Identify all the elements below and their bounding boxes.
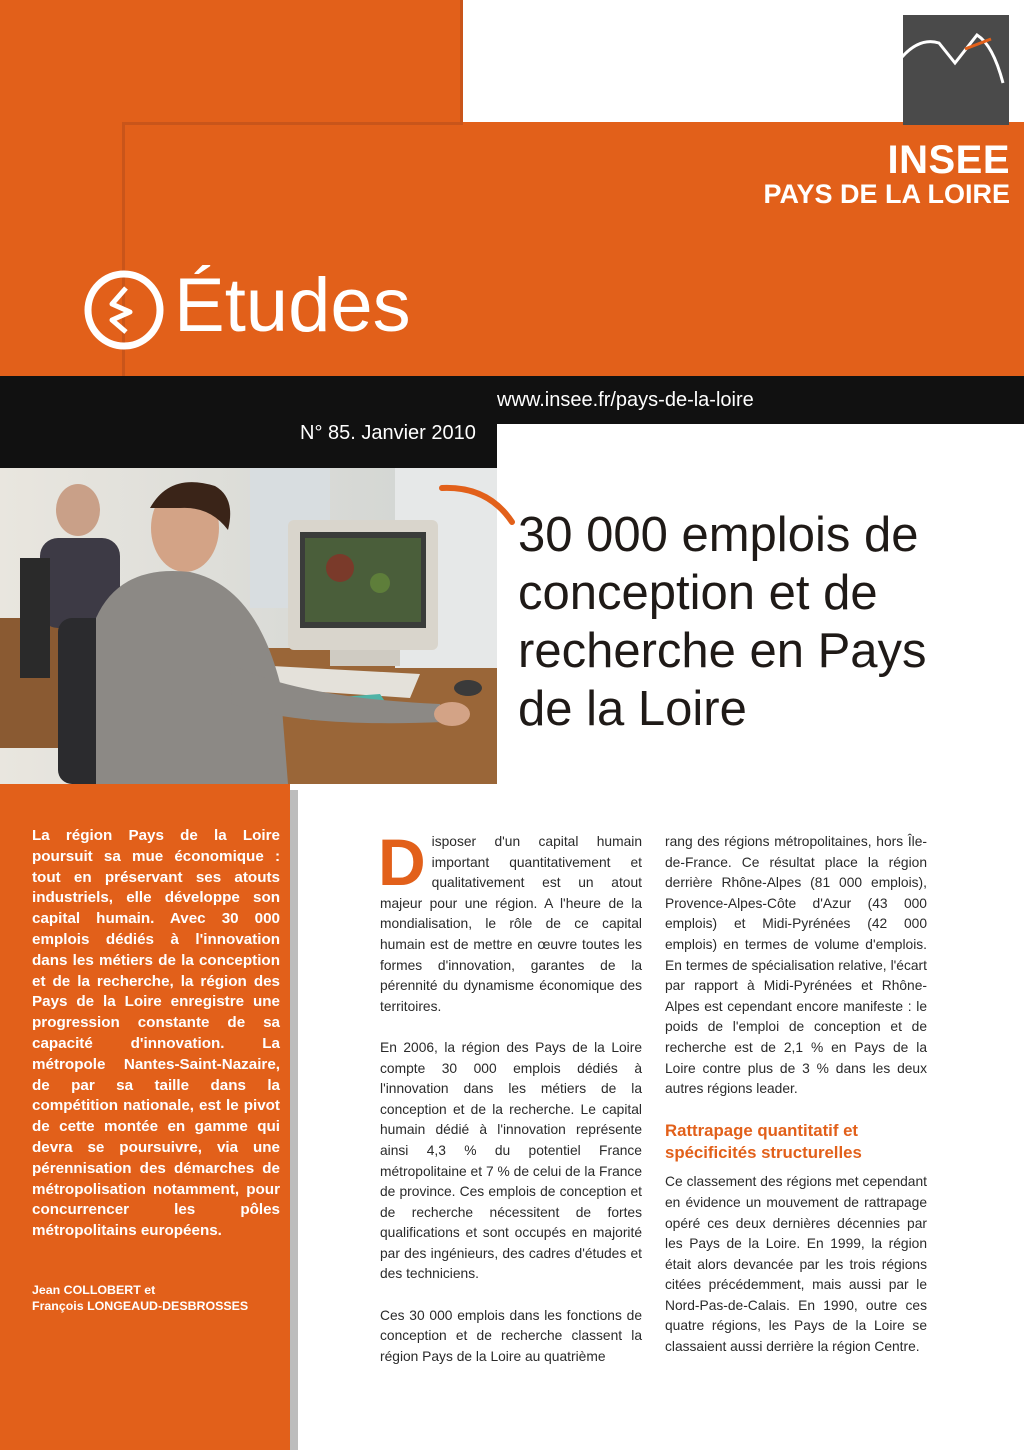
insee-brand: INSEE (887, 138, 1010, 182)
header-step-line (122, 122, 460, 125)
author-line-2: François LONGEAUD-DESBROSSES (32, 1299, 249, 1313)
dropcap: D (378, 825, 426, 899)
page-title: 30 000 emplois de conception et de recherche en Pays de la Loire (518, 508, 927, 736)
paragraph-3: Ces 30 000 emplois dans les fonctions de conception et de recherche classent la région Pays de la Loire au quatrième (380, 1307, 642, 1364)
insee-region: PAYS DE LA LOIRE (763, 179, 1010, 209)
paragraph-4: rang des régions métropolitaines, hors Île-de-France. Ce résultat place la région derrière Rhône-Alpes (81 000 emplois), Provence-Alpes-Côte d'Azur (43 000 emplois) et Midi-Pyrénées (42 000 emplois) en termes de volume d'emplois. En termes de spécialisation relative, l'écart par rapport à Midi-Pyrénées et Rhône-Alpes est cependant encore manifeste : le poids de l'emploi de conception et de recherche est de 2,1 % en Pays de la Loire contre plus de 3 % dans les deux autres régions leader. (665, 834, 927, 1097)
summary-shadow (290, 790, 298, 1450)
author-line-1: Jean COLLOBERT et (32, 1283, 156, 1297)
insee-mark-icon (903, 15, 1009, 125)
website-link[interactable]: www.insee.fr/pays-de-la-loire (497, 389, 754, 411)
paragraph-intro (378, 825, 642, 1017)
paragraph-5: Ce classement des régions met cependant en évidence un mouvement de rattrapage opéré ces deux dernières décennies par les Pays de la Loire. En 1999, la région était alors devancée par les trois régions citées précédemment, mais aussi par le Nord-Pas-de-Calais. En 1990, outre ces quatre régions, les Pays de la Loire se classaient aussi derrière la région Centre. (665, 1174, 927, 1355)
headline-arc-icon (438, 478, 518, 538)
authors (32, 1282, 282, 1314)
paragraph-2: En 2006, la région des Pays de la Loire compte 30 000 emplois dédiés à l'innovation dans les métiers de la conception et de la recherche. Le capital humain dédié à l'innovation représente ainsi 4,3 % du potentiel France métropolitaine et 7 % de celui de la France de province. Ces emplois de conception et de recherche nécessitent de fortes qualifications et sont occupés en majorité par des ingénieurs, des cadres d'études et des techniciens. (380, 1039, 642, 1282)
insee-logo-box (903, 15, 1009, 125)
body-column-1 (378, 825, 642, 1388)
paragraph-1: isposer d'un capital humain important quantitativement et qualitativement est un atout majeur pour une région. A l'heure de la mondialisation, le rôle de ce capital humain est de mettre en œuvre toutes les formes d'innovation, garantes de la pérennité du dynamisme économique des territoires. (380, 834, 642, 1014)
etudes-circle-icon (82, 268, 166, 352)
header-step-line-v2 (460, 0, 463, 125)
body-column-2 (665, 832, 927, 1378)
cover-photo (0, 468, 497, 784)
issue-number: N° 85. Janvier 2010 (300, 422, 476, 444)
section-subheading: Rattrapage quantitatif et spécificités structurelles (665, 1121, 862, 1163)
summary-text: La région Pays de la Loire poursuit sa mue économique : tout en préservant ses atouts industriels, elle développe son capital humain. Avec 30 000 emplois dédiés à l'innovation dans les métiers de la conception et de la recherche, la région des Pays de la Loire enregistre une progression constante de sa capacité d'innovation. La métropole Nantes-Saint-Nazaire, de par sa taille dans la compétition nationale, est le pivot de cette montée en gamme qui devra se poursuivre, via une pérennisation des démarches de métropolisation notamment, pour concurrencer les pôles métropolitains européens. (32, 827, 280, 1240)
series-title: Études (174, 263, 411, 348)
